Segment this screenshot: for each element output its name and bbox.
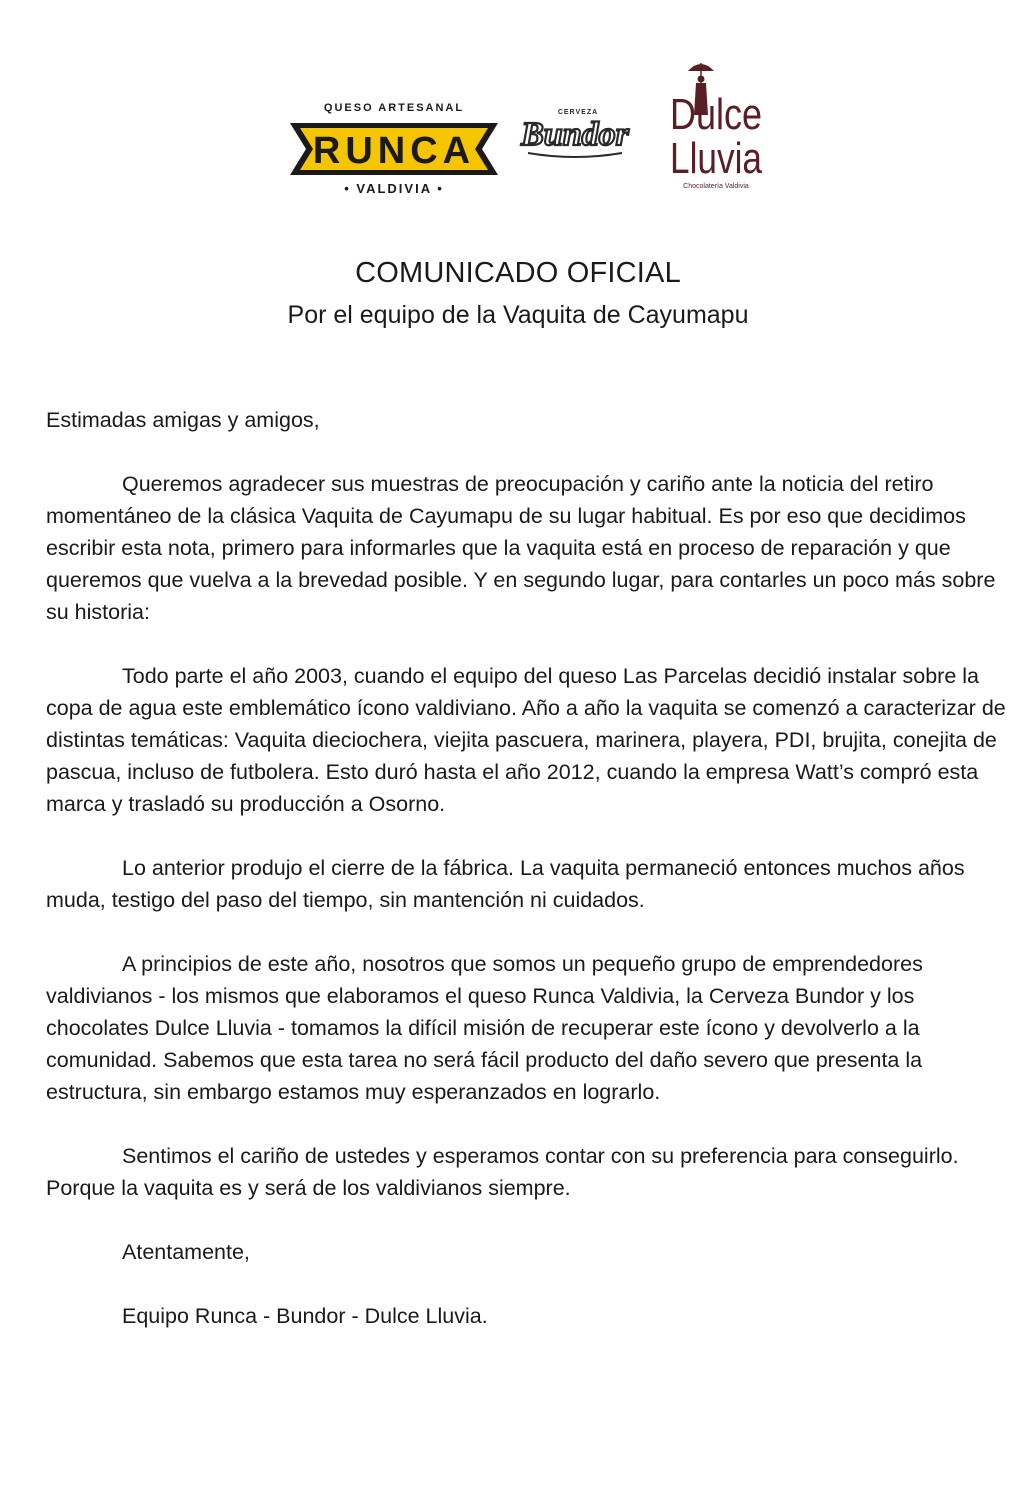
runca-logo-bottom-text: • VALDIVIA • — [344, 181, 444, 196]
runca-logo — [286, 95, 502, 199]
dulce-lluvia-logo — [664, 55, 768, 195]
runca-logo-top-text: QUESO ARTESANAL — [323, 102, 465, 114]
bundor-logo — [518, 105, 632, 163]
bundor-logo-name: Bundor — [521, 116, 629, 153]
bundor-logo-underline — [528, 153, 622, 157]
document-title: COMUNICADO OFICIAL — [355, 257, 681, 289]
letter-body — [46, 404, 1006, 1332]
letter-paragraph-3: Lo anterior produjo el cierre de la fábrica. La vaquita permaneció entonces muchos años muda, testigo del paso del tiempo, sin mantención ni cuidados. — [46, 856, 965, 912]
document-subtitle: Por el equipo de la Vaquita de Cayumapu — [287, 301, 749, 329]
letter-greeting: Estimadas amigas y amigos, — [46, 408, 320, 432]
dulce-lluvia-logo-line1: Dulce — [670, 90, 762, 139]
bundor-logo-top-text: CERVEZA — [557, 109, 599, 116]
dulce-lluvia-logo-line2: Lluvia — [670, 134, 763, 183]
logo-bar — [0, 55, 1036, 205]
dulce-lluvia-logo-tagline: Chocolatería Valdivia — [683, 183, 749, 190]
letter-paragraph-4: A principios de este año, nosotros que somos un pequeño grupo de emprendedores valdivianos - los mismos que elaboramos el queso Runca Valdivia, la Cerveza Bundor y los chocolates Dulce Lluvia - tomamos la difícil misión de recuperar este ícono y devolverlo a la comunidad. Sabemos que esta tarea no será fácil producto del daño severo que presenta la estructura, sin embargo estamos muy esperanzados en lograrlo. — [46, 952, 923, 1104]
letter-paragraph-5: Sentimos el cariño de ustedes y esperamos contar con su preferencia para conseguirlo. Porque la vaquita es y será de los valdivianos siempre. — [46, 1144, 959, 1200]
letter-paragraph-1: Queremos agradecer sus muestras de preocupación y cariño ante la noticia del retiro momentáneo de la clásica Vaquita de Cayumapu de su lugar habitual. Es por eso que decidimos escribir esta nota, primero para informarles que la vaquita está en proceso de reparación y que queremos que vuelva a la brevedad posible. Y en segundo lugar, para contarles un poco más sobre su historia: — [46, 472, 996, 624]
runca-logo-name: RUNCA — [312, 130, 476, 172]
letter-closing: Atentamente, — [122, 1240, 250, 1264]
letter-paragraph-2: Todo parte el año 2003, cuando el equipo del queso Las Parcelas decidió instalar sobre la copa de agua este emblemático ícono valdiviano. Año a año la vaquita se comenzó a caracterizar de distintas temáticas: Vaquita dieciochera, viejita pascuera, marinera, playera, PDI, brujita, conejita de pascua, incluso de futbolera. Esto duró hasta el año 2012, cuando la empresa Watt’s compró esta marca y trasladó su producción a Osorno. — [46, 664, 1006, 816]
letter-signature: Equipo Runca - Bundor - Dulce Lluvia. — [122, 1304, 488, 1328]
